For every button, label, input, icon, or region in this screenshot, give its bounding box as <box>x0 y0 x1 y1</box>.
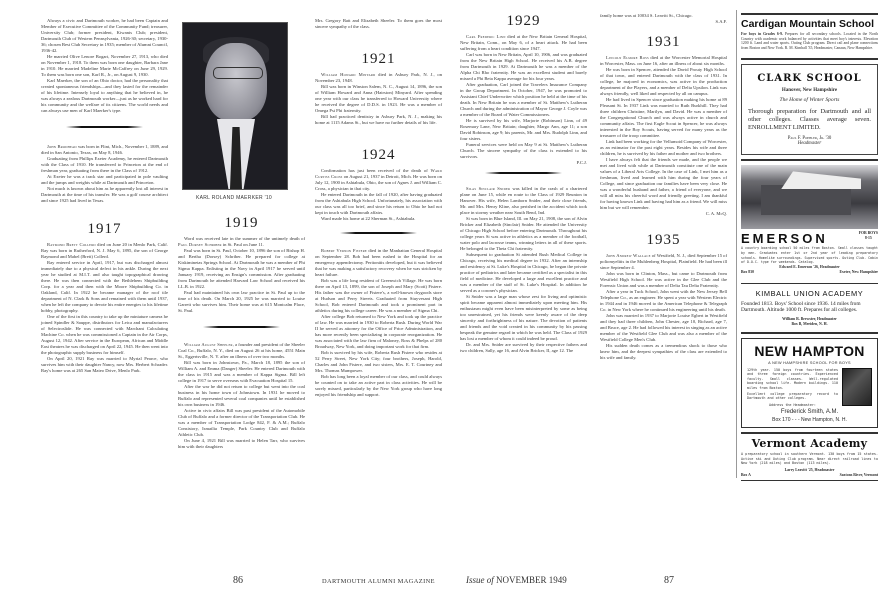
paragraph: , a founder and president of the Sheeler Coal Co., Buffalo, N. Y., died on August 26 at his home, 4551 Main St., Eggertsville, N. Y. after an illness of over two months. <box>178 342 305 359</box>
decedent-name: John Andrew Wallace <box>606 253 651 258</box>
ad-headmaster: Edward E. Emerson '26, Headmaster <box>779 264 840 269</box>
ad-emerson <box>741 159 878 284</box>
ad-lead: For boys in Grades 6-9. <box>741 32 783 36</box>
decedent-name: Silas Sinclair Snider <box>466 186 511 191</box>
ad-body: 129th year. 150 boys from fourteen states and three foreign countries. Experienced faculty. Small classes. Well-regulated boarding school life. Modern buildings. 110 miles from Boston. <box>747 367 838 390</box>
ad-tagline: The Home of Winter Sports <box>779 97 840 104</box>
paragraph: He had lived in Spencer since graduation making his home at 89 Pleasant St. In 1937 Link was married to Ruth Burkhill. They had three children Christine, Marilyn, and David. He was a member of the Congregational Church and was always active in church and community affairs. The first Eagle Scout in Spencer, he was always interested in the Boy Scouts, having served for many years as the treasurer of the troop committee. <box>600 97 727 138</box>
decedent-name: Lincoln Elmore Ross <box>606 55 649 60</box>
paragraph: After college Bob returned to New York and took up the practice of law. He was married in 1930 to Roberta Rush. During World War II he served as attorney for the Office of Price Administration, and has more recently been specializing in corporate reorganization. He was associated with the law firm of Maloney, Ross & Phelps of 280 Broadway, New York, and doing important work for that firm. <box>315 314 442 349</box>
ad-headmaster-title: Headmaster <box>797 141 822 147</box>
author-initials: P.C.J. <box>576 160 587 165</box>
paragraph: Ward made his home at 22 Sherman St., Ashtabula. <box>321 216 416 221</box>
class-year-heading: 1919 <box>224 215 259 231</box>
author-initials: S.A.F. <box>715 19 727 24</box>
paragraph: I have always felt that the friends we made, and the people we met and lived with while at Dartmouth constitute one of the main values of a Liberal Arts College. In the case of Link, I met him as a freshman, lived and learned with him during the four years of College, and since graduation our families have been very close. He was a wonderful husband and father, a friend of everyone, and we will all miss his cheerful word and friendly greeting. I am thankful for having known Link and having had him as a friend. We will miss him but we will remember. <box>600 157 727 210</box>
magazine-title: DARTMOUTH ALUMNI MAGAZINE <box>322 578 435 585</box>
paragraph: One of the first in this country to take up the miniature camera he joined Spindler & Sauppe, distributors for Leica and manufacturers of Selectroslide. He was connected with Marchant Calculating Machine Co. when he was commissioned a Captain in the Air Corps, August 12, 1942. After service in the European, African and Middle East theatres he was discharged on April 22, 1945. He then went into the photographic supply business for himself. <box>41 314 168 355</box>
photo-roof <box>781 171 861 189</box>
paragraph: died on June 20 in Menlo Park, Calif. Ray was born in Rutherford, N. J. May 6, 1895, the son of George Raymond and Mabel (Brett) Collerd. <box>41 242 168 259</box>
ad-divider <box>741 283 878 285</box>
linn-obituary <box>460 34 587 166</box>
ad-body: A country boarding school 50 miles from Boston. Small classes taught by men. Graduates enter 1st or 2nd year of leading preparatory schools. Homelike surroundings. Supervised sports. Outing Club. Cabin of D.O.C. type for weekends. Catalog. <box>741 246 878 265</box>
cross-obituary <box>315 168 442 222</box>
paragraph: Bob was a life long resident of Greenwich Village. He was born there on April 13, 1899, the son of Joseph and Mary (Scott) Fistere. His father was the owner of Fistere's, a well-known drygoods store at Hudson and Perry Streets. Graduated from Stuyvesant High School, Bob entered Dartmouth and took a prominent part in athletics during his college career. He was a member of Sigma Chi. <box>315 278 442 313</box>
paragraph: Word was received late in the summer of the untimely death of <box>184 236 305 241</box>
issue-prefix: Issue of <box>466 575 494 585</box>
schriber-obituary <box>178 236 305 314</box>
ad-subtitle: A NEW HAMPSHIRE SCHOOL FOR BOYS <box>768 360 851 365</box>
paragraph: On June 4, 1921 Bill was married to Helen Tarr, who survives him with their daughters <box>178 438 305 449</box>
ad-title: KIMBALL UNION ACADEMY <box>755 289 864 299</box>
paragraph: Karl Maerker, the son of an Ohio doctor, had the personality that created spontaneous friendships—and they lasted for the remainder of his lifetime. Intensely loyal to anything that he believed in, he was always a zealous Dartmouth worker—just as he worked hard for his community and the welfare of its citizens. The world needs and can always use men of Karl Maerker's type. <box>41 78 168 113</box>
column-2 <box>178 208 305 450</box>
school-photo <box>842 368 872 406</box>
paragraph: Paul had maintained his own law practice in St. Paul up to the time of his death. On March 20, 1925 he was married to Louise Garrett who survives him. Their home was at 615 Montcalm Place, St. Paul. <box>178 290 305 313</box>
ad-headmaster: William R. Brewster, Headmaster <box>782 316 837 321</box>
paragraph: John was married in 1937 to Marjorie Louise Egbert in Westfield and they had three children, John Chester, age 10, Richard, age 7, and Bruce, age 2. He had followed his interest in singing as an active member of the Westfield Glee Club and was also a member of the Westfield College Men's Club. <box>600 313 727 342</box>
paragraph: on August 21, 1937 in Detroit, Mich. He was born on July 12, 1900 in Ashtabula, Ohio, the son of Agnes J. and William C. Cross, a physician in that city. <box>315 174 442 191</box>
ad-title: CLARK SCHOOL <box>757 73 862 85</box>
photo-glasses <box>213 67 263 79</box>
ad-ages: 8-15 <box>864 235 872 240</box>
photo-cabin <box>761 185 851 215</box>
maerker-obituary-continued <box>41 18 168 114</box>
decedent-name: John Brodhead <box>47 144 77 149</box>
ad-vermont-academy <box>741 432 878 481</box>
ad-title: Vermont Academy <box>751 437 868 451</box>
ad-divider <box>741 13 878 15</box>
paragraph: Graduating from Phillips Exeter Academy, he entered Dartmouth with the Class of 1910. He transferred to Princeton at the end of freshman year, graduating from there in the Class of 1912. <box>41 156 168 173</box>
paragraph: Active in civic affairs Bill was past president of the Automobile Club of Buffalo and a former director of the Transportation Club. He was a member of Transportation Lodge 842, F. & A.M.; Buffalo Consistory, Ismailia Temple, Park Country Club and Buffalo Athletic Club. <box>178 408 305 437</box>
ad-location: Saxtons River, Vermont <box>839 472 878 477</box>
class-year-heading: 1929 <box>506 13 541 29</box>
paragraph: At Exeter he was a track star and participated in pole vaulting and the jumps and weights while at Dartmouth and Princeton. <box>41 174 168 185</box>
decedent-name: William Howard Minyard <box>321 72 376 77</box>
column-4 <box>460 10 587 354</box>
ad-headmaster: Frederick Smith, A.M. <box>780 409 839 416</box>
ad-body: Prepares for all secondary schools. Located in the North Country with academic work balanced by activities that meet boy's interests. Elevation 1200 ft. Land and water sports. Outing Club program. Direct rail and plane connections from Boston and New York. R. M. Kimball '35, Headmaster, Canaan, New Hampshire. <box>741 32 878 50</box>
decedent-name: Carl Frederic Linn <box>466 34 506 39</box>
photo-face <box>205 43 267 121</box>
page-number-left: 86 <box>233 575 243 586</box>
ad-body: Thorough preparation for Dartmouth and all other colleges. Classes average seven. ENROLLMENT LIMITED. <box>748 108 871 132</box>
snider-obituary <box>460 186 587 354</box>
ad-address: Box B, Meriden, N. H. <box>791 321 828 326</box>
ad-title: Cardigan Mountain School <box>741 18 874 30</box>
author-initials: C. A. McQ. <box>705 211 727 216</box>
ad-body: Founded 1813. Boys' School since 1936. 14 miles from Dartmouth. Altitude 1000 ft. Prepares for all colleges. <box>741 301 861 314</box>
collerd-obituary <box>41 242 168 374</box>
fistere-obituary <box>315 248 442 398</box>
column-divider <box>736 10 737 478</box>
ad-divider <box>741 432 878 434</box>
sheeler-obituary <box>178 342 305 450</box>
ad-location: Exeter, New Hampshire <box>839 269 878 274</box>
decedent-name: Ward Curtiss Cross <box>315 168 442 179</box>
ad-divider <box>741 332 878 334</box>
section-divider <box>340 232 416 234</box>
ad-address: Box 170 - - - New Hampton, N. H. <box>772 417 847 424</box>
ad-body: A preparatory school in southern Vermont. 130 boys from 15 states. Active ski and Outing Club program. Near direct railroad lines to New York (218 miles) and Boston (113 miles). <box>741 452 878 466</box>
decedent-name: Robert Vernon Fistere <box>321 248 367 253</box>
paragraph: Bob is survived by his wife, Roberta Rush Fistere who resides at 52 Perry Street, New York City; four brothers, Joseph, Harold, Charles and John Fistere, and two sisters, Mrs. E. T. Courtney and Mrs. Thomas Mumpower. <box>315 350 442 373</box>
ad-box: Box 830 <box>741 269 754 274</box>
ad-headmaster: Larry Leavitt '25, Headmaster <box>784 467 835 472</box>
paragraph: Bill had practiced dentistry in Asbury Park, N. J., making his home at 1115 Adams St., but we have no further details of his life. <box>315 114 442 125</box>
paragraph: He entered Dartmouth in the fall of 1920, after having graduated from the Ashtabula High School. Unfortunately, his association with our class was all too brief, and since his return to Ohio he had not kept in touch with Dartmouth affairs. <box>315 192 442 215</box>
paragraph: of Westfield, N. J., died September 15 of poliomyelitis in the Muhlenberg Hospital, Plainfield. He had been ill since September 4. <box>600 253 728 270</box>
decedent-name: William August Sheeler <box>184 342 233 347</box>
paragraph: Link had been working for the Vellumoid Company of Worcester, as an estimator for the past eight years. Besides his wife and three children, he is survived by his father and mother and two brothers. <box>600 139 727 156</box>
ad-new-hampton <box>741 338 878 428</box>
minyard-obituary <box>315 72 442 126</box>
ad-headmaster-name: Paul F. Poehler, Jr. '30 <box>787 136 832 142</box>
paragraph: On April 20, 1921 Ray was married to Myrial Pearce, who survives him with their daughter Nancy, now Mrs. Herbert Schrader. Ray's home was at 265 San Mateo Drive, Menlo Park. <box>41 356 168 373</box>
decedent-name: Raymond Brett Collerd <box>47 242 96 247</box>
column-3 <box>315 18 442 398</box>
wallace-obituary <box>600 253 727 361</box>
paragraph: Si Snider was a large man whose zest for living and optimistic spirit became apparent almost immediately upon meeting him. His enthusiasm might even have been misinterpreted by some as being too unrestrained, yet his friends were keenly aware of the deep sincerity and forthrightness of his nature. The devotion of patients and friends and the void created in his community by his passing bespeak the genuine regard in which he was held. The Class of 1929 has lost a member of whom it could indeed be proud. <box>460 294 587 341</box>
paragraph: After graduation, Carl joined the Travelers Insurance Company in the Group Department. In October, 1947, he was promoted to Assistant Chief Underwriter which position he held at the time of his death. In New Britain he was a member of St. Matthew's Lutheran Church and during the administration of Mayor George J. Coyle was a member of the Board of Water Commissioners. <box>460 82 587 117</box>
paragraph: died in Asbury Park, N. J., on November 23, 1948. <box>315 72 443 83</box>
paragraph: He was born in Spencer, attended the David Prouty High School of that town, and entered Dartmouth with the class of 1931. In college, he majored in economics, was active in the production department of the Players, and a member of Delta Upsilon. Link was always friendly, well liked and respected by all on campus. <box>600 67 727 96</box>
ad-audience: FOR BOYS <box>858 231 878 236</box>
ad-cardigan-mountain-school <box>741 13 878 60</box>
paragraph: Dr. and Mrs. Snider are survived by their respective fathers and two children, Sally, age 16, and Alvin Bricker, II, age 12. The <box>460 342 587 353</box>
issue-date <box>466 575 567 585</box>
paragraph: Bill was born in Winston Salem, N. C., August 14, 1896, the son of William Howard and Anna (Hairston) Minyard. After spending one year with our class he transferred to Howard University where he received the degree of D.D.S. in 1923. He was a member of Omega Psi Phi fraternity. <box>315 84 442 113</box>
ad-clark-school <box>741 64 878 155</box>
page-number-right: 87 <box>664 575 674 586</box>
ad-kimball-union-academy <box>741 289 878 334</box>
ad-divider <box>741 159 878 161</box>
advertisement-column <box>741 10 878 484</box>
decedent-name: Paul Dorsey Schriber <box>178 242 222 247</box>
brodhead-obituary <box>41 144 168 204</box>
column-5 <box>600 13 727 361</box>
paragraph: Mrs. Gregory Batt and Elizabeth Sheeler. To them goes the most sincere sympathy of the class. <box>315 18 442 29</box>
paragraph: Funeral services were held on May 9 at St. Matthew's Lutheran Church. The sincere sympathy of the class is extended to his survivors. <box>460 142 587 159</box>
ad-body: Excellent college preparatory record to Dartmouth and other colleges. <box>747 391 838 401</box>
ad-title: EMERSON <box>741 231 828 247</box>
ad-address-label: Address the Headmaster: <box>769 402 816 407</box>
paragraph: Bill was born in Johnstown, Pa., March 18, 1895 the son of William A. and Emma (Danger) Sheeler. He entered Dartmouth with the class in 1915 and was a member of Kappa Sigma. Bill left college in 1917 to serve overseas with Evacuation Hospital 15. <box>178 360 305 383</box>
paragraph: died in the Manhattan General Hospital on September 28. Bob had been rushed to the Hospital for an emergency appendectomy. Peritonitis developed, but it was believed that he was making a satisfactory recovery when he was stricken by heart failure. <box>315 248 442 277</box>
class-year-heading: 1924 <box>361 147 396 163</box>
section-divider <box>485 172 561 174</box>
ad-title: NEW HAMPTON <box>754 342 865 359</box>
column-1 <box>41 18 168 374</box>
ad-location: Hanover, New Hampshire <box>781 88 838 94</box>
cabin-photo <box>741 165 878 229</box>
paragraph: Bob has long been a loyal member of our class, and could always be counted on to take an active part in class activities. He will be sorely missed, particularly by the New York group who have long enjoyed his friendship and support. <box>315 374 442 397</box>
paragraph: John was born in Clinton, Mass., but came to Dartmouth from Westfield High School. He was active in the Glee Club and the Forensic Union and was a member of Delta Tau Delta Fraternity. <box>600 271 727 288</box>
paragraph: Not much is known about him as he apparently lost all interest in Dartmouth at the time of his transfer. He was a golf course architect and since 1925 had lived in Texas. <box>41 186 168 203</box>
paragraph: died at the Worcester Memorial Hospital in Worcester, Mass. on June 16, after an illness of about six months. <box>600 55 727 66</box>
paragraph: After the war he did not return to college but went into the coal business in his home town of Johnstown. In 1931 he moved to Buffalo and represented several coal companies until he established his own business in 1946. <box>178 384 305 407</box>
paragraph: Ray entered service in April, 1917, but was discharged almost immediately due to a physical defect in his ankle. During the next year he studied at M.I.T. and also taught topographical drawing there. He was then connected with the Bethlehem Shipbuilding Corp. for a year and then with the Moore Shipbuilding Co. in Oakland, Calif. In 1922 he became manager of the roof tile department of N. Clark & Sons and remained with them until 1937, when he left the company to devote his entire energies to his lifetime hobby, photography. <box>41 260 168 313</box>
paragraph: His sudden death comes as a tremendous shock to those who knew him, and the deepest sympathies of the class are extended to his wife and family. <box>600 343 727 360</box>
section-divider <box>203 326 279 328</box>
section-divider <box>66 126 142 128</box>
portrait-photo <box>182 22 288 190</box>
ad-divider <box>741 480 878 482</box>
class-year-heading: 1931 <box>646 34 681 50</box>
paragraph: Carl was born in New Britain, April 10, 1906, and was graduated from the New Britain High School. He received his A.B. degree from Dartmouth in 1929. At Dartmouth he was a member of the Alpha Chi Rho fraternity. He was an excellent student and barely missed a Phi Beta Kappa average for his four years. <box>460 52 587 81</box>
paragraph: He is survived by his wife, Marjorie (Robinson) Linn, of 49 Rosemary Lane, New Britain; daughter, Margo Ann, age 11; a son David Robinson, age 9; his parents, Mr. and Mrs. Rudolph Linn, and four sisters. <box>460 118 587 141</box>
paragraph: Subsequent to graduation Si attended Rush Medical College in Chicago, receiving his medical degree in 1932. After an internship and residency at St. Luke's Hospital in Chicago, he began the private practice of pediatrics and later became certified as a specialist in this field of medicine. He developed a large and excellent practice and was a member of the staff of St. Luke's Hospital. In addition he served as a coroner's physician. <box>460 252 587 293</box>
paragraph: Confirmation has just been received of the death of <box>321 168 431 173</box>
paragraph: died at the New Britain General Hospital, New Britain, Conn., on May 6, of a heart attack. He had been suffering from a heart condition since 1947. <box>460 34 587 51</box>
class-year-heading: 1935 <box>646 232 681 248</box>
ad-box: Box A <box>741 472 751 477</box>
ross-obituary <box>600 55 727 217</box>
paragraph: was born in Flint, Mich., November 1, 1889, and died in San Antonio, Texas, on May 8, 1946. <box>41 144 168 155</box>
ad-divider <box>741 58 878 60</box>
photo-caption: KARL ROLAND MAERKER '10 <box>195 195 273 201</box>
paragraph: He married Olive Lenore Bogart, November 27, 1913, who died on November 1, 1918. To them was born one daughter, Barbara Jane in 1910. He married Madeline Marie McCaffrey on June 29, 1929. To them was born one son, Karl R., Jr., on August 9, 1930. <box>41 54 168 77</box>
paragraph: family home was at 10034 S. Leavitt St., Chicago. <box>600 13 693 18</box>
paragraph: in St. Paul on June 11. <box>221 242 264 247</box>
issue-month: NOVEMBER 1949 <box>496 575 567 585</box>
class-year-heading: 1917 <box>87 221 122 237</box>
paragraph: After a year in Tuck School, John went with the New Jersey Bell Telephone Co., as an engineer. He spent a year with Western Electric in 1944 and in 1946 moved to the American Telephone & Telegraph Co. in New York where he continued his engineering until his death. <box>600 289 727 312</box>
paragraph: was killed in the crash of a chartered plane on June 15, while en route to the Class of 1929 Reunion in Hanover. His wife, Helen Lamborn Snider, and their close friends, Mr. and Mrs. Henry Kline, also perished in the accident which took place in stormy weather near South Bend, Ind. <box>460 186 587 215</box>
class-year-heading: 1921 <box>361 51 396 67</box>
paragraph: Paul was born in St. Paul, October 10, 1896 the son of Bishop H. and Bertha (Dorsey) Schriber. He prepared for college at Kiskiminetas Springs School. At Dartmouth he was a member of Phi Sigma Kappa. Enlisting in the Navy in April 1917 he served until January 1919, receiving an Ensign's commission. After graduating from Dartmouth he attended Harvard Law School and received his LL.B. in 1922. <box>178 248 305 289</box>
paragraph: Si was born in Blue Island, Ill. on May 21, 1908, the son of Alvin Bricker and Elizabeth (Sinclair) Snider. He attended the University of Chicago High School before entering Dartmouth. Throughout his college years Si was active in athletics as a member of the football, water polo and lacrosse teams, winning letters in all of these sports. He belonged to the Theta Chi fraternity. <box>460 216 587 251</box>
paragraph: Always a civic and Dartmouth worker, he had been Captain and Member of Executive Committee of the Community Fund; treasurer, University Club; former president, Kiwanis Club; president, Dartmouth Club of Western Pennsylvania, 1926-30; secretary, 1930-36; chosen Best Club Secretary in 1935; member of Alumni Council, 1936-42. <box>41 18 168 53</box>
